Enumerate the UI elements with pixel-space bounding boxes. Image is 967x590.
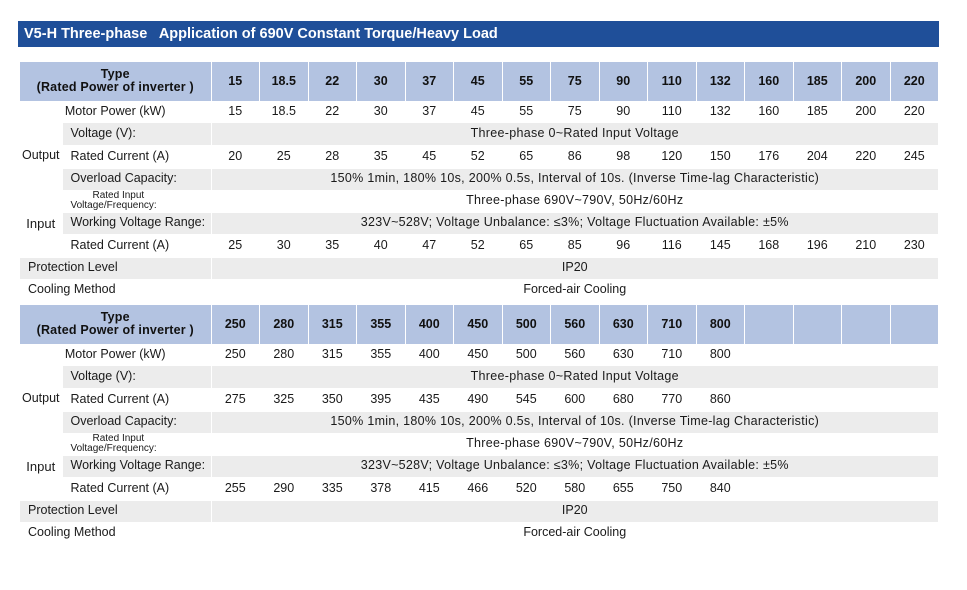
overload-value: 150% 1min, 180% 10s, 200% 0.5s, Interval of 10s. (Inverse Time-lag Characteristic) (211, 411, 939, 433)
input-current-value: 196 (793, 234, 842, 257)
output-current-row (20, 145, 939, 168)
output-current-value: 120 (648, 145, 697, 168)
rated-input-label (62, 190, 211, 212)
overload-row (20, 411, 939, 433)
output-current-value: 490 (454, 388, 503, 411)
input-current-value: 47 (405, 234, 454, 257)
motor-power-value: 160 (745, 101, 794, 122)
protection-label: Protection Level (20, 257, 211, 279)
rated-power-label: (Rated Power of inverter ) (36, 80, 194, 95)
motor-power-value: 800 (696, 344, 745, 365)
input-current-label: Rated Current (A) (62, 477, 211, 500)
type-value: 30 (357, 62, 406, 101)
input-current-value: 230 (890, 234, 939, 257)
type-value: 55 (502, 62, 551, 101)
type-value: 450 (454, 305, 503, 344)
type-value (745, 305, 794, 344)
input-current-value: 378 (357, 477, 406, 500)
type-value: 400 (405, 305, 454, 344)
cooling-value: Forced-air Cooling (211, 279, 939, 301)
input-current-row (20, 477, 939, 500)
input-current-value: 255 (211, 477, 260, 500)
output-current-value: 435 (405, 388, 454, 411)
type-value: 22 (308, 62, 357, 101)
output-current-value: 245 (890, 145, 939, 168)
type-header-row (20, 62, 939, 101)
protection-value: IP20 (211, 257, 939, 279)
motor-power-value: 22 (308, 101, 357, 122)
output-current-value: 395 (357, 388, 406, 411)
output-current-value: 860 (696, 388, 745, 411)
output-current-value: 220 (842, 145, 891, 168)
type-value: 315 (308, 305, 357, 344)
type-value: 75 (551, 62, 600, 101)
motor-power-value: 630 (599, 344, 648, 365)
type-value: 110 (648, 62, 697, 101)
output-voltage-row (20, 122, 939, 145)
type-label: Type (100, 67, 130, 82)
cooling-label: Cooling Method (20, 279, 211, 301)
cooling-value: Forced-air Cooling (211, 522, 939, 544)
motor-power-value: 500 (502, 344, 551, 365)
input-current-value: 116 (648, 234, 697, 257)
motor-power-label: Motor Power (kW) (20, 101, 211, 122)
motor-power-label: Motor Power (kW) (20, 344, 211, 365)
input-current-value: 580 (551, 477, 600, 500)
motor-power-value: 355 (357, 344, 406, 365)
input-current-value: 65 (502, 234, 551, 257)
input-current-value: 466 (454, 477, 503, 500)
overload-label: Overload Capacity: (62, 411, 211, 433)
rated-input-value: Three-phase 690V~790V, 50Hz/60Hz (211, 433, 939, 455)
output-voltage-row (20, 365, 939, 388)
voltage-label: Voltage (V): (62, 122, 211, 145)
input-current-value: 520 (502, 477, 551, 500)
working-voltage-row (20, 212, 939, 234)
type-value: 710 (648, 305, 697, 344)
motor-power-value (842, 344, 891, 365)
rated-input-row (20, 433, 939, 455)
protection-row (20, 500, 939, 522)
input-current-label: Rated Current (A) (62, 234, 211, 257)
input-current-value: 168 (745, 234, 794, 257)
motor-power-value: 45 (454, 101, 503, 122)
output-current-value: 680 (599, 388, 648, 411)
input-current-value: 30 (260, 234, 309, 257)
type-value: 90 (599, 62, 648, 101)
type-value: 132 (696, 62, 745, 101)
output-current-value: 25 (260, 145, 309, 168)
rated-input-label (62, 433, 211, 455)
type-label: Type (100, 310, 130, 325)
voltage-label: Voltage (V): (62, 365, 211, 388)
type-value (842, 305, 891, 344)
output-current-value: 35 (357, 145, 406, 168)
output-current-value (890, 388, 939, 411)
cooling-label: Cooling Method (20, 522, 211, 544)
type-header-label (20, 62, 211, 101)
input-current-value (745, 477, 794, 500)
output-current-value (793, 388, 842, 411)
input-current-value: 750 (648, 477, 697, 500)
motor-power-value: 37 (405, 101, 454, 122)
type-value (890, 305, 939, 344)
motor-power-value: 400 (405, 344, 454, 365)
output-current-value (745, 388, 794, 411)
output-current-value: 600 (551, 388, 600, 411)
overload-value: 150% 1min, 180% 10s, 200% 0.5s, Interval of 10s. (Inverse Time-lag Characteristic) (211, 168, 939, 190)
motor-power-value: 280 (260, 344, 309, 365)
motor-power-value: 90 (599, 101, 648, 122)
output-current-label: Rated Current (A) (62, 145, 211, 168)
working-voltage-value: 323V~528V; Voltage Unbalance: ≤3%; Voltage Fluctuation Available: ±5% (211, 455, 939, 477)
rated-input-label-line1: Rated Input (92, 433, 145, 444)
spec-table-block-2 (20, 305, 939, 545)
protection-value: IP20 (211, 500, 939, 522)
input-current-value: 40 (357, 234, 406, 257)
type-value (793, 305, 842, 344)
motor-power-row (20, 344, 939, 365)
motor-power-value: 18.5 (260, 101, 309, 122)
input-current-value (890, 477, 939, 500)
input-current-value: 415 (405, 477, 454, 500)
output-current-value: 98 (599, 145, 648, 168)
output-current-value (842, 388, 891, 411)
working-voltage-row (20, 455, 939, 477)
motor-power-value: 220 (890, 101, 939, 122)
voltage-value: Three-phase 0~Rated Input Voltage (211, 365, 939, 388)
motor-power-value (890, 344, 939, 365)
type-value: 280 (260, 305, 309, 344)
output-current-value: 20 (211, 145, 260, 168)
output-current-value: 86 (551, 145, 600, 168)
output-current-value: 176 (745, 145, 794, 168)
motor-power-value: 200 (842, 101, 891, 122)
motor-power-value: 15 (211, 101, 260, 122)
motor-power-value: 450 (454, 344, 503, 365)
working-voltage-label: Working Voltage Range: (62, 212, 211, 234)
rated-power-label: (Rated Power of inverter ) (36, 323, 194, 338)
working-voltage-label: Working Voltage Range: (62, 455, 211, 477)
motor-power-value: 560 (551, 344, 600, 365)
output-current-value: 350 (308, 388, 357, 411)
type-value: 355 (357, 305, 406, 344)
input-current-value: 335 (308, 477, 357, 500)
input-group-label: Input (20, 190, 62, 257)
motor-power-value: 55 (502, 101, 551, 122)
rated-input-value: Three-phase 690V~790V, 50Hz/60Hz (211, 190, 939, 212)
input-current-value: 35 (308, 234, 357, 257)
type-header-label (20, 305, 211, 344)
output-current-value: 45 (405, 145, 454, 168)
type-value: 160 (745, 62, 794, 101)
input-group-label: Input (20, 433, 62, 500)
page-title: V5-H Three-phase Application of 690V Constant Torque/Heavy Load (18, 21, 939, 47)
output-current-value: 325 (260, 388, 309, 411)
type-value: 45 (454, 62, 503, 101)
type-value: 185 (793, 62, 842, 101)
input-current-value: 52 (454, 234, 503, 257)
output-current-label: Rated Current (A) (62, 388, 211, 411)
protection-label: Protection Level (20, 500, 211, 522)
input-current-value (842, 477, 891, 500)
cooling-row (20, 522, 939, 544)
cooling-row (20, 279, 939, 301)
rated-input-label-line2: Voltage/Frequency: (70, 443, 157, 454)
rated-input-label-line2: Voltage/Frequency: (70, 200, 157, 211)
input-current-row (20, 234, 939, 257)
type-value: 200 (842, 62, 891, 101)
protection-row (20, 257, 939, 279)
output-current-value: 28 (308, 145, 357, 168)
motor-power-value: 110 (648, 101, 697, 122)
motor-power-value: 315 (308, 344, 357, 365)
output-current-value: 545 (502, 388, 551, 411)
motor-power-value: 185 (793, 101, 842, 122)
motor-power-value: 132 (696, 101, 745, 122)
input-current-value: 96 (599, 234, 648, 257)
overload-label: Overload Capacity: (62, 168, 211, 190)
input-current-value: 85 (551, 234, 600, 257)
type-value: 500 (502, 305, 551, 344)
working-voltage-value: 323V~528V; Voltage Unbalance: ≤3%; Voltage Fluctuation Available: ±5% (211, 212, 939, 234)
output-group-label: Output (20, 122, 62, 190)
input-current-value: 840 (696, 477, 745, 500)
output-group-label: Output (20, 365, 62, 433)
overload-row (20, 168, 939, 190)
type-value: 18.5 (260, 62, 309, 101)
type-value: 630 (599, 305, 648, 344)
input-current-value (793, 477, 842, 500)
input-current-value: 655 (599, 477, 648, 500)
input-current-value: 290 (260, 477, 309, 500)
output-current-value: 275 (211, 388, 260, 411)
rated-input-row (20, 190, 939, 212)
output-current-value: 150 (696, 145, 745, 168)
motor-power-value: 30 (357, 101, 406, 122)
spec-table-block-1 (20, 62, 939, 302)
motor-power-value: 250 (211, 344, 260, 365)
input-current-value: 210 (842, 234, 891, 257)
output-current-value: 52 (454, 145, 503, 168)
type-value: 560 (551, 305, 600, 344)
input-current-value: 25 (211, 234, 260, 257)
type-value: 220 (890, 62, 939, 101)
type-header-row (20, 305, 939, 344)
input-current-value: 145 (696, 234, 745, 257)
type-value: 800 (696, 305, 745, 344)
motor-power-value: 75 (551, 101, 600, 122)
motor-power-value (745, 344, 794, 365)
output-current-value: 65 (502, 145, 551, 168)
type-value: 37 (405, 62, 454, 101)
motor-power-value: 710 (648, 344, 697, 365)
output-current-row (20, 388, 939, 411)
output-current-value: 770 (648, 388, 697, 411)
motor-power-row (20, 101, 939, 122)
voltage-value: Three-phase 0~Rated Input Voltage (211, 122, 939, 145)
rated-input-label-line1: Rated Input (92, 190, 145, 201)
motor-power-value (793, 344, 842, 365)
type-value: 250 (211, 305, 260, 344)
type-value: 15 (211, 62, 260, 101)
output-current-value: 204 (793, 145, 842, 168)
